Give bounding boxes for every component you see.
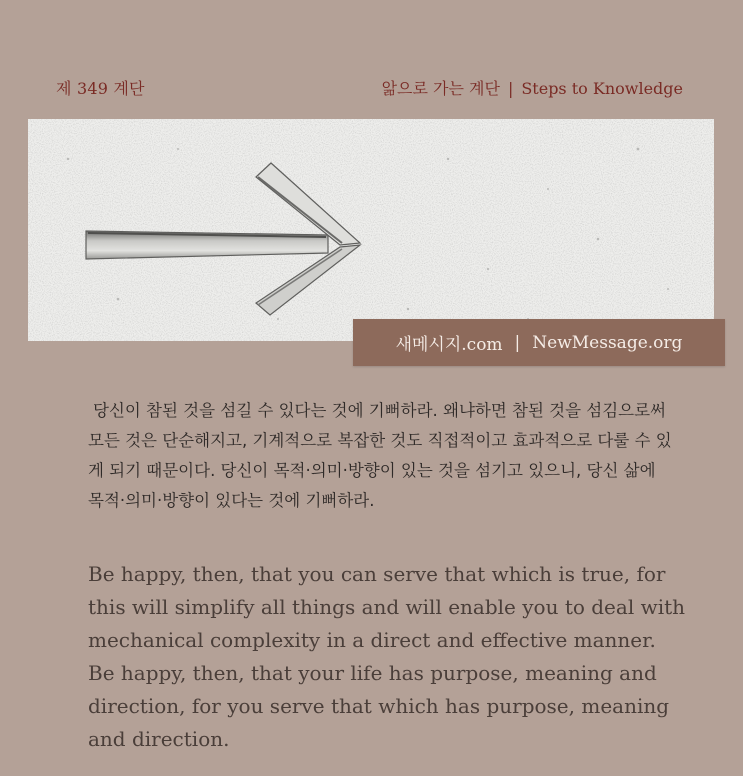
hero-image <box>28 119 714 341</box>
series-title-korean: 앎으로 가는 계단 <box>381 79 500 98</box>
korean-body-text: 당신이 참된 것을 섬길 수 있다는 것에 기뻐하라. 왜냐하면 참된 것을 섬김으로써 모든 것은 단순해지고, 기계적으로 복잡한 것도 직접적이고 효과적으로 다룰 수 있게 되기 때문이다. 당신이 목적·의미·방향이 있는 것을 섬기고 있으니, 당신 삶에 목적·의미·방향이 있다는 것에 기뻐하라. <box>88 401 672 510</box>
series-title-separator: | <box>507 79 514 98</box>
step-number-label: 제 349 계단 <box>56 79 145 98</box>
series-title <box>382 76 683 99</box>
arrow-right-icon <box>28 119 714 341</box>
series-title-english: Steps to Knowledge <box>521 79 683 98</box>
website-banner <box>353 319 725 366</box>
website-english: NewMessage.org <box>532 332 683 353</box>
website-korean: 새메시지.com <box>395 335 503 355</box>
website-separator: | <box>514 332 521 353</box>
english-body-text: Be happy, then, that you can serve that which is true, for this will simplify all things and will enable you to deal with mechanical complexity in a direct and effective manner. Be happy, then, that your life has purpose, meaning and direction, for you serve that which has purpose, meaning and direction. <box>88 562 686 751</box>
